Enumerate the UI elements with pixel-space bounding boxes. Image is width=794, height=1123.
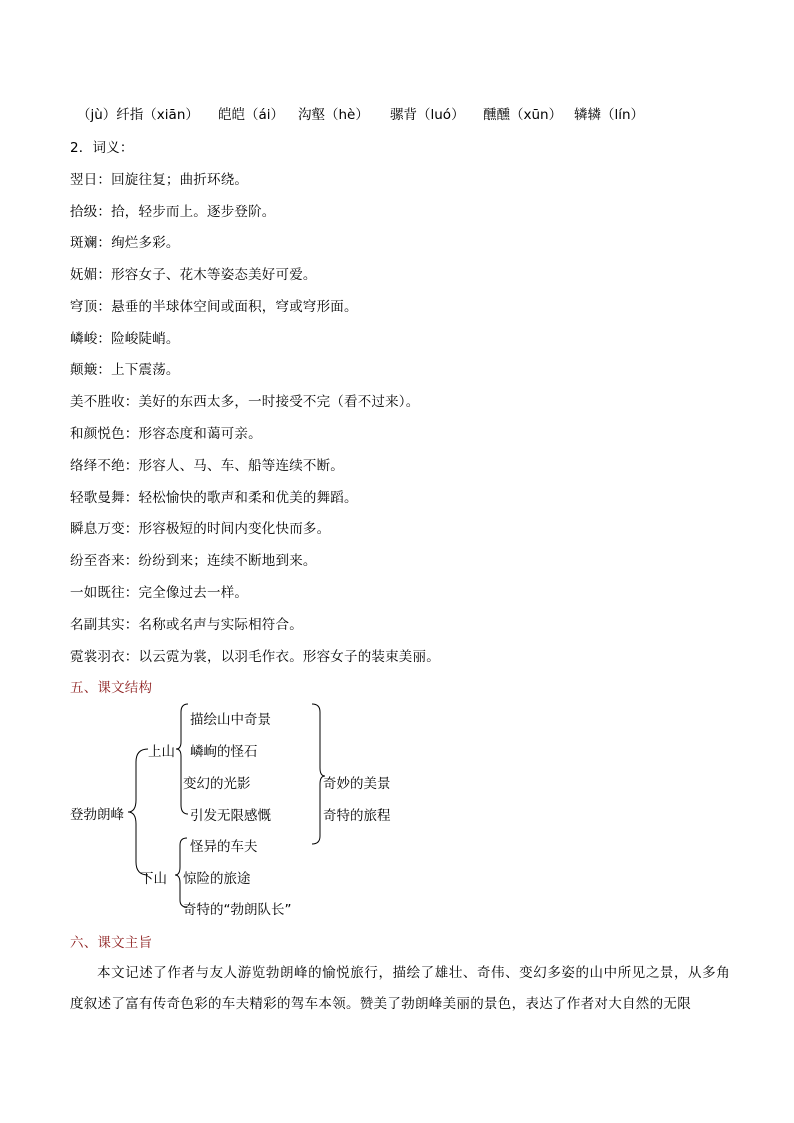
structure-down-item: 怪异的车夫: [190, 839, 258, 855]
definition-item: 美不胜收：美好的东西太多，一时接受不完（看不过来）。: [70, 394, 420, 410]
definition-item: 瞬息万变：形容极短的时间内变化快而多。: [70, 521, 331, 537]
pinyin-entry: 辚辚（lín）: [574, 107, 645, 123]
structure-down-label: 下山: [140, 871, 167, 887]
definition-item: 嶙峻：险峻陡峭。: [70, 331, 180, 347]
definition-item: 和颜悦色：形容态度和蔼可亲。: [70, 426, 262, 442]
definition-item: 一如既往：完全像过去一样。: [70, 585, 249, 601]
definition-item: 翌日：回旋往复；曲折环绕。: [70, 172, 249, 188]
definition-item: 霓裳羽衣：以云霓为裳，以羽毛作衣。形容女子的装束美丽。: [70, 649, 440, 665]
definition-item: 颠簸：上下震荡。: [70, 362, 180, 378]
section-label-vocabulary: 2．词义：: [70, 140, 134, 156]
pinyin-entry: （jù）纤指（xiān）: [77, 107, 199, 123]
structure-up-item: 引发无限感慨: [190, 808, 271, 824]
structure-summary-item: 奇特的旅程: [323, 808, 391, 824]
structure-down-item: 惊险的旅途: [183, 871, 251, 887]
structure-up-item: 描绘山中奇景: [190, 712, 271, 728]
definition-item: 妩媚：形容女子、花木等姿态美好可爱。: [70, 267, 317, 283]
definition-item: 拾级：拾，轻步而上。逐步登阶。: [70, 204, 276, 220]
definition-item: 名副其实：名称或名声与实际相符合。: [70, 617, 303, 633]
structure-root: 登勃朗峰: [70, 807, 124, 823]
structure-up-label: 上山: [148, 744, 175, 760]
pinyin-entry: 沟壑（hè）: [298, 107, 369, 123]
structure-up-item: 变幻的光影: [183, 776, 251, 792]
definition-item: 穹顶：悬垂的半球体空间或面积，穹或穹形面。: [70, 299, 358, 315]
section-heading-structure: 五、课文结构: [70, 680, 153, 696]
structure-down-item: 奇特的“勃朗队长”: [183, 902, 292, 918]
brace-up: [176, 704, 188, 814]
structure-up-item: 嶙峋的怪石: [190, 744, 258, 760]
definition-item: 络绎不绝：形容人、马、车、船等连续不断。: [70, 458, 344, 474]
section-heading-theme: 六、课文主旨: [70, 935, 153, 951]
pinyin-entry: 醺醺（xūn）: [483, 107, 563, 123]
pinyin-entry: 骡背（luó）: [390, 107, 465, 123]
definition-item: 轻歌曼舞：轻松愉快的歌声和柔和优美的舞蹈。: [70, 490, 358, 506]
theme-paragraph: 本文记述了作者与友人游览勃朗峰的愉悦旅行，描绘了雄壮、奇伟、变幻多姿的山中所见之景，从多角度叙述了富有传奇色彩的车夫精彩的驾车本领。赞美了勃朗峰美丽的景色，表达了作者对大自然的无限: [70, 965, 730, 1012]
definition-item: 纷至沓来：纷纷到来；连续不断地到来。: [70, 553, 317, 569]
structure-summary-item: 奇妙的美景: [323, 776, 391, 792]
pinyin-entry: 皑皑（ái）: [218, 107, 285, 123]
definition-item: 斑斓：绚烂多彩。: [70, 235, 180, 251]
brace-root: [128, 749, 148, 875]
